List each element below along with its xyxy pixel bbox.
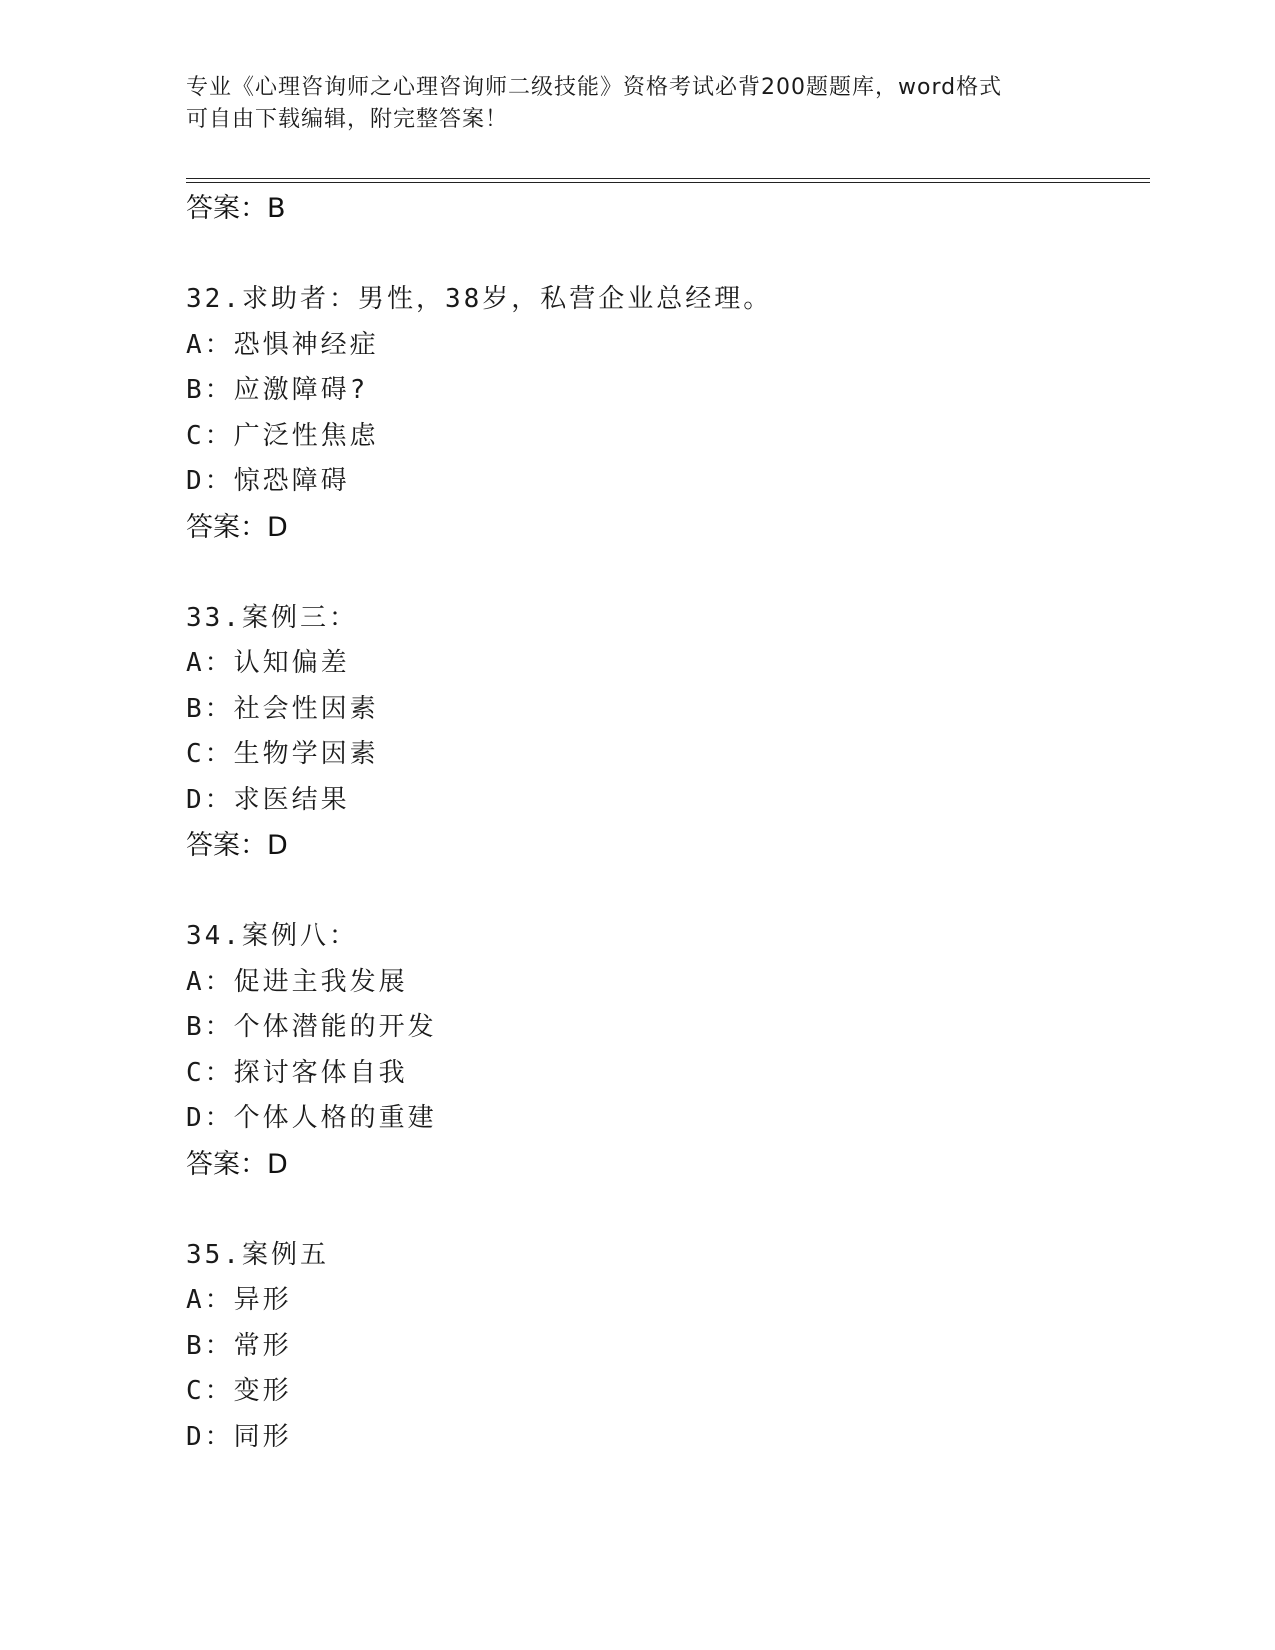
option-c: C：生物学因素 [186, 739, 379, 769]
question-title: 33.案例三： [186, 602, 358, 633]
question-title: 32.求助者：男性，38岁，私营企业总经理。 [186, 284, 773, 314]
option-d: D：求医结果 [186, 784, 350, 815]
question-block-34 [186, 914, 1146, 1188]
option-b: B：社会性因素 [186, 693, 379, 724]
answer-line: 答案：D [186, 830, 288, 861]
answer-line: 答案：B [186, 193, 286, 224]
option-d: D：惊恐障碍 [186, 466, 350, 496]
question-block-32 [186, 277, 1146, 551]
question-list [186, 186, 1146, 1460]
question-title: 34.案例八： [186, 921, 358, 951]
option-c: C：广泛性焦虑 [186, 420, 379, 451]
header-divider-bottom [186, 182, 1150, 183]
option-c: C：变形 [186, 1376, 292, 1406]
document-header [186, 72, 1066, 136]
option-a: A：促进主我发展 [186, 966, 408, 997]
option-b: B：应激障碍? [186, 375, 369, 405]
option-a: A：恐惧神经症 [186, 329, 379, 360]
question-block-33 [186, 596, 1146, 870]
question-block-35 [186, 1233, 1146, 1461]
option-d: D：同形 [186, 1421, 292, 1452]
header-divider-top [186, 178, 1150, 179]
option-a: A：异形 [186, 1285, 292, 1315]
option-d: D：个体人格的重建 [186, 1103, 437, 1133]
answer-line: 答案：D [186, 511, 288, 543]
option-b: B：个体潜能的开发 [186, 1012, 437, 1042]
question-title: 35.案例五 [186, 1239, 329, 1270]
header-line-2: 可自由下载编辑，附完整答案！ [186, 107, 509, 132]
header-line-1: 专业《心理咨询师之心理咨询师二级技能》资格考试必背200题题库，word格式 [186, 75, 1003, 100]
option-b: B：常形 [186, 1330, 292, 1361]
option-c: C：探讨客体自我 [186, 1057, 408, 1088]
answer-line: 答案：D [186, 1148, 288, 1180]
option-a: A：认知偏差 [186, 648, 350, 678]
